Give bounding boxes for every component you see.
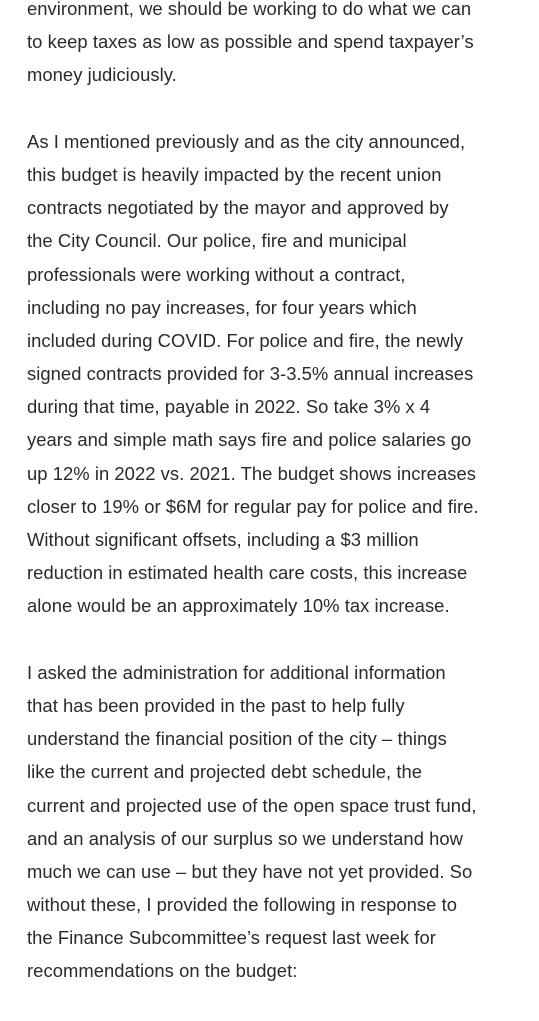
text-line: included during COVID. For police and fire, the newly [27,329,464,351]
text-line: professionals were working without a contract, [27,263,406,285]
text-line: during that time, payable in 2022. So take 3% x 4 [27,396,431,418]
article-body [27,0,532,1021]
text-line: contracts negotiated by the mayor and approved by [27,197,449,219]
text-line: including no pay increases, for four years which [27,296,417,318]
text-line: years and simple math says fire and police salaries go [27,429,472,451]
text-line: alone would be an approximately 10% tax increase. [27,595,450,617]
paragraph-taxes [27,0,532,92]
text-line: and an analysis of our surplus so we understand how [27,827,464,849]
text-line: up 12% in 2022 vs. 2021. The budget shows increases [27,462,476,484]
text-line: recommendations on the budget: [27,960,298,982]
text-line: the City Council. Our police, fire and municipal [27,230,407,252]
text-line: I asked the administration for additional information [27,661,446,683]
text-line: closer to 19% or $6M for regular pay for police and fire. [27,495,479,517]
text-line: like the current and projected debt schedule, the [27,761,423,783]
text-line: without these, I provided the following in response to [27,894,458,916]
paragraph-information-request [27,656,532,988]
text-line: current and projected use of the open space trust fund, [27,794,477,816]
text-line: understand the financial position of the city – things [27,728,447,750]
text-line: to keep taxes as low as possible and spend taxpayer’s [27,31,474,53]
text-line: the Finance Subcommittee’s request last week for [27,927,436,949]
text-line: environment, we should be working to do what we can [27,0,472,19]
text-line: much we can use – but they have not yet provided. So [27,860,473,882]
text-line: this budget is heavily impacted by the recent union [27,163,442,185]
text-line: that has been provided in the past to help fully [27,694,405,716]
text-line: reduction in estimated health care costs, this increase [27,562,468,584]
text-line: signed contracts provided for 3-3.5% annual increases [27,363,474,385]
paragraph-union-contracts [27,125,532,623]
text-line: money judiciously. [27,64,177,86]
text-line: As I mentioned previously and as the city announced, [27,130,466,152]
text-line: Without significant offsets, including a $3 million [27,529,419,550]
